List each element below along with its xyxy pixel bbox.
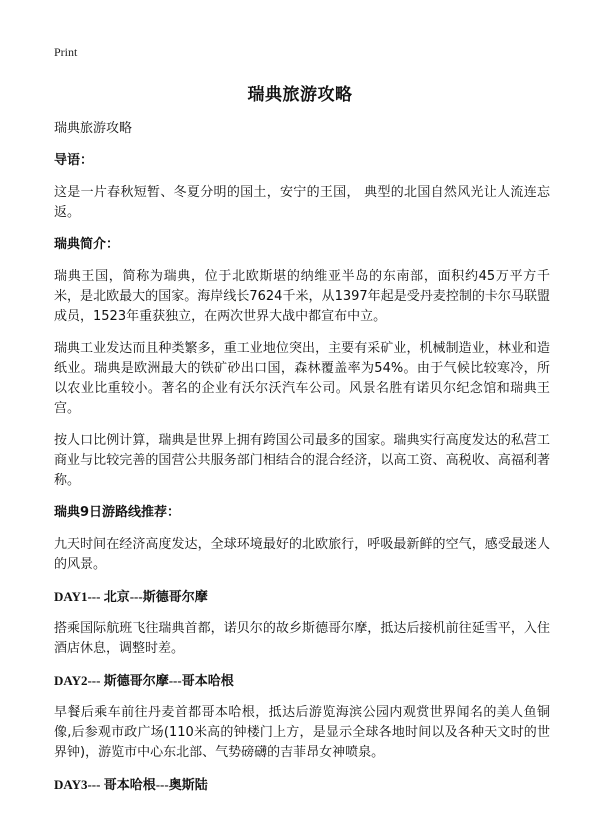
- profile-heading: 瑞典简介：: [54, 237, 120, 252]
- day-2-paragraph: 早餐后乘车前往丹麦首都哥本哈根，抵达后游览海滨公园内观赏世界闻名的美人鱼铜像,后参观市政广场(110米高的钟楼门上方，是显示全球各地时间以及各种天文时的世界钟)，游览市中心东北部、气势磅礴的吉菲昂女神喷泉。: [54, 705, 550, 760]
- document-title: 瑞典旅游攻略: [247, 85, 353, 105]
- route-intro-paragraph: 九天时间在经济高度发达，全球环境最好的北欧旅行，呼吸最新鲜的空气，感受最迷人的风景。: [54, 537, 550, 572]
- intro-paragraph: 这是一片春秋短暂、冬夏分明的国土，安宁的王国， 典型的北国自然风光让人流连忘返。: [54, 185, 550, 220]
- day-3-heading: DAY3--- 哥本哈根---奥斯陆: [54, 777, 208, 792]
- intro-heading: 导语：: [54, 153, 94, 168]
- day-1-heading: DAY1--- 北京---斯德哥尔摩: [54, 589, 208, 604]
- profile-paragraph-1: 瑞典王国，简称为瑞典，位于北欧斯堪的纳维亚半岛的东南部，面积约45万平方千米，是北欧最大的国家。海岸线长7624千米，从1397年起是受丹麦控制的卡尔马联盟成员，1523年重获独立，在两次世界大战中都宣布中立。: [54, 269, 550, 324]
- print-link[interactable]: Print: [54, 45, 78, 59]
- document-body: [54, 119, 550, 807]
- route-heading: 瑞典9日游路线推荐：: [54, 505, 181, 520]
- profile-paragraph-3: 按人口比例计算，瑞典是世界上拥有跨国公司最多的国家。瑞典实行高度发达的私营工商业与比较完善的国营公共服务部门相结合的混合经济，以高工资、高税收、高福利著称。: [54, 433, 550, 488]
- day-2-heading: DAY2--- 斯德哥尔摩---哥本哈根: [54, 673, 234, 688]
- document-subtitle: 瑞典旅游攻略: [54, 121, 133, 136]
- profile-paragraph-2: 瑞典工业发达而且种类繁多，重工业地位突出，主要有采矿业，机械制造业，林业和造纸业。瑞典是欧洲最大的铁矿砂出口国，森林覆盖率为54%。由于气候比较寒冷，所以农业比重较小。著名的企业有沃尔沃汽车公司。风景名胜有诺贝尔纪念馆和瑞典王宫。: [54, 341, 550, 416]
- day-1-paragraph: 搭乘国际航班飞往瑞典首都，诺贝尔的故乡斯德哥尔摩，抵达后接机前往延雪平，入住酒店休息，调整时差。: [54, 621, 550, 656]
